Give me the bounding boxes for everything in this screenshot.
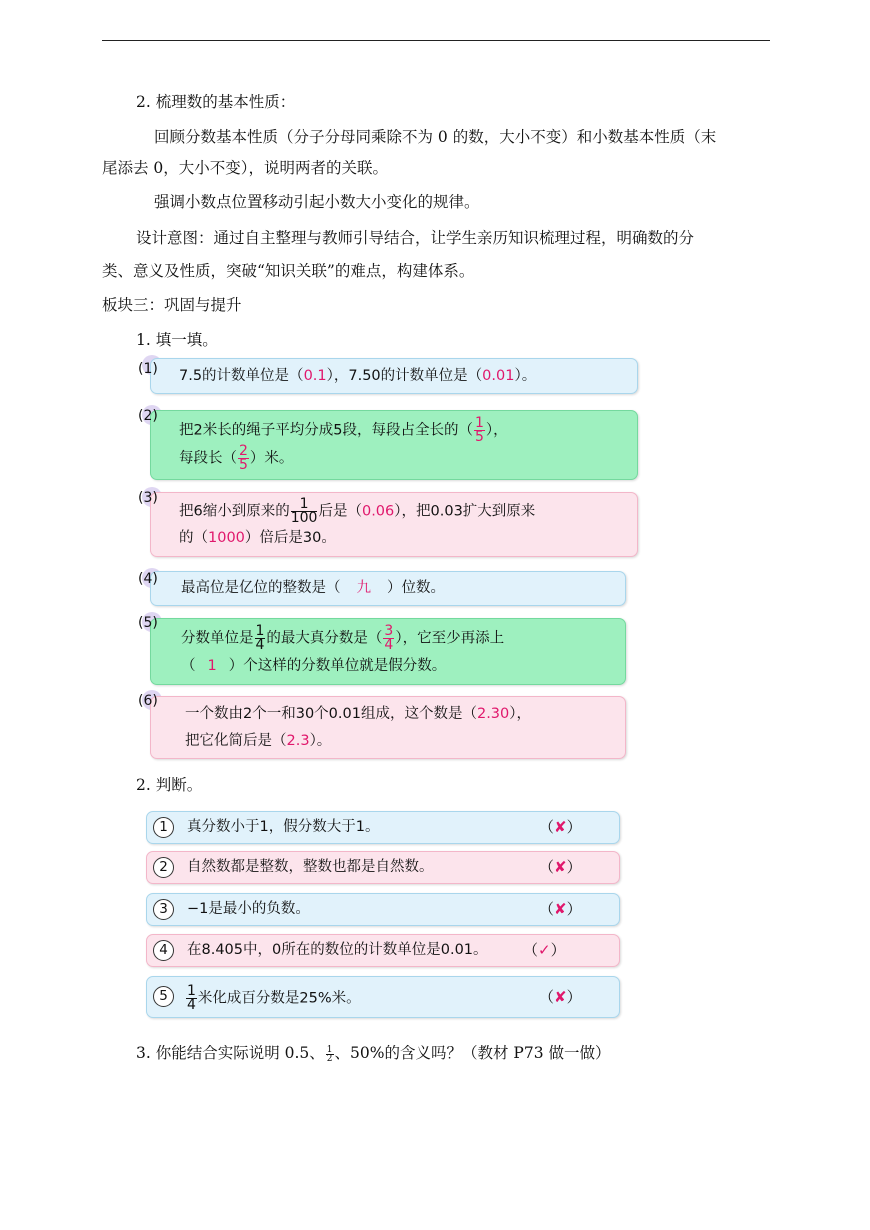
paragraph: 回顾分数基本性质（分子分母同乘除不为 0 的数，大小不变）和小数基本性质（末 [154, 128, 717, 146]
item-number: (6) [138, 693, 158, 709]
paragraph: 类、意义及性质，突破“知识关联”的难点，构建体系。 [102, 262, 475, 280]
fill-item-2: 把2米长的绳子平均分成5段，每段占全长的（ $\frac{1}{5}$ ）， 每段长（ $\frac{2}{5}$ ）米。 [150, 410, 638, 480]
item-number: (3) [138, 490, 158, 506]
judge-item-2: 2 自然数都是整数，整数也都是自然数。 （✘） [146, 851, 620, 884]
circled-number: 3 [153, 899, 174, 920]
item-number: (1) [138, 361, 158, 377]
paragraph: 尾添去 0，大小不变），说明两者的关联。 [102, 159, 389, 177]
paragraph: 设计意图：通过自主整理与教师引导结合，让学生亲历知识梳理过程，明确数的分 [136, 229, 695, 247]
circled-number: 5 [153, 986, 174, 1007]
judge-item-5: 5 $\frac{1}{4}$ 米化成百分数是25%米。 （✘） [146, 976, 620, 1018]
check-mark-icon: ✓ [538, 941, 551, 959]
judge-item-4: 4 在8.405中，0所在的数位的计数单位是0.01。 （✓） [146, 934, 620, 967]
fill-item-6: 一个数由2个一和30个0.01组成，这个数是（2.30）， 把它化简后是（2.3）。 [150, 696, 626, 759]
exercise-title: 1. 填一填。 [136, 331, 218, 349]
item-number: (2) [138, 408, 158, 424]
circled-number: 2 [153, 857, 174, 878]
header-rule [102, 40, 770, 41]
cross-mark-icon: ✘ [554, 900, 567, 918]
question-3: 3. 你能结合实际说明 0.5、 $\frac{1}{2}$ 、50%的含义吗？（教材 P73 做一做） [136, 1044, 611, 1064]
item-number: (4) [138, 571, 158, 587]
cross-mark-icon: ✘ [554, 858, 567, 876]
paragraph: 强调小数点位置移动引起小数大小变化的规律。 [154, 193, 480, 211]
cross-mark-icon: ✘ [554, 988, 567, 1006]
block-title: 板块三：巩固与提升 [102, 296, 242, 314]
section-heading: 2. 梳理数的基本性质： [136, 93, 296, 111]
fill-item-4: 最高位是亿位的整数是（ 九 ）位数。 [150, 571, 626, 606]
circled-number: 1 [153, 817, 174, 838]
circled-number: 4 [153, 940, 174, 961]
item-number: (5) [138, 615, 158, 631]
cross-mark-icon: ✘ [554, 818, 567, 836]
exercise-title: 2. 判断。 [136, 776, 203, 794]
fill-item-5: 分数单位是 $\frac{1}{4}$ 的最大真分数是（ $\frac{3}{4}$ ），它至少再添上 （ 1 ）个这样的分数单位就是假分数。 [150, 618, 626, 685]
judge-item-3: 3 −1是最小的负数。 （✘） [146, 893, 620, 926]
judge-item-1: 1 真分数小于1，假分数大于1。 （✘） [146, 811, 620, 844]
fill-item-3: 把6缩小到原来的 $\frac{1}{100}$ 后是（0.06），把0.03扩大到原来 的（1000）倍后是30。 [150, 492, 638, 557]
fill-item-1: 7.5的计数单位是（0.1），7.50的计数单位是（0.01）。 [150, 358, 638, 394]
